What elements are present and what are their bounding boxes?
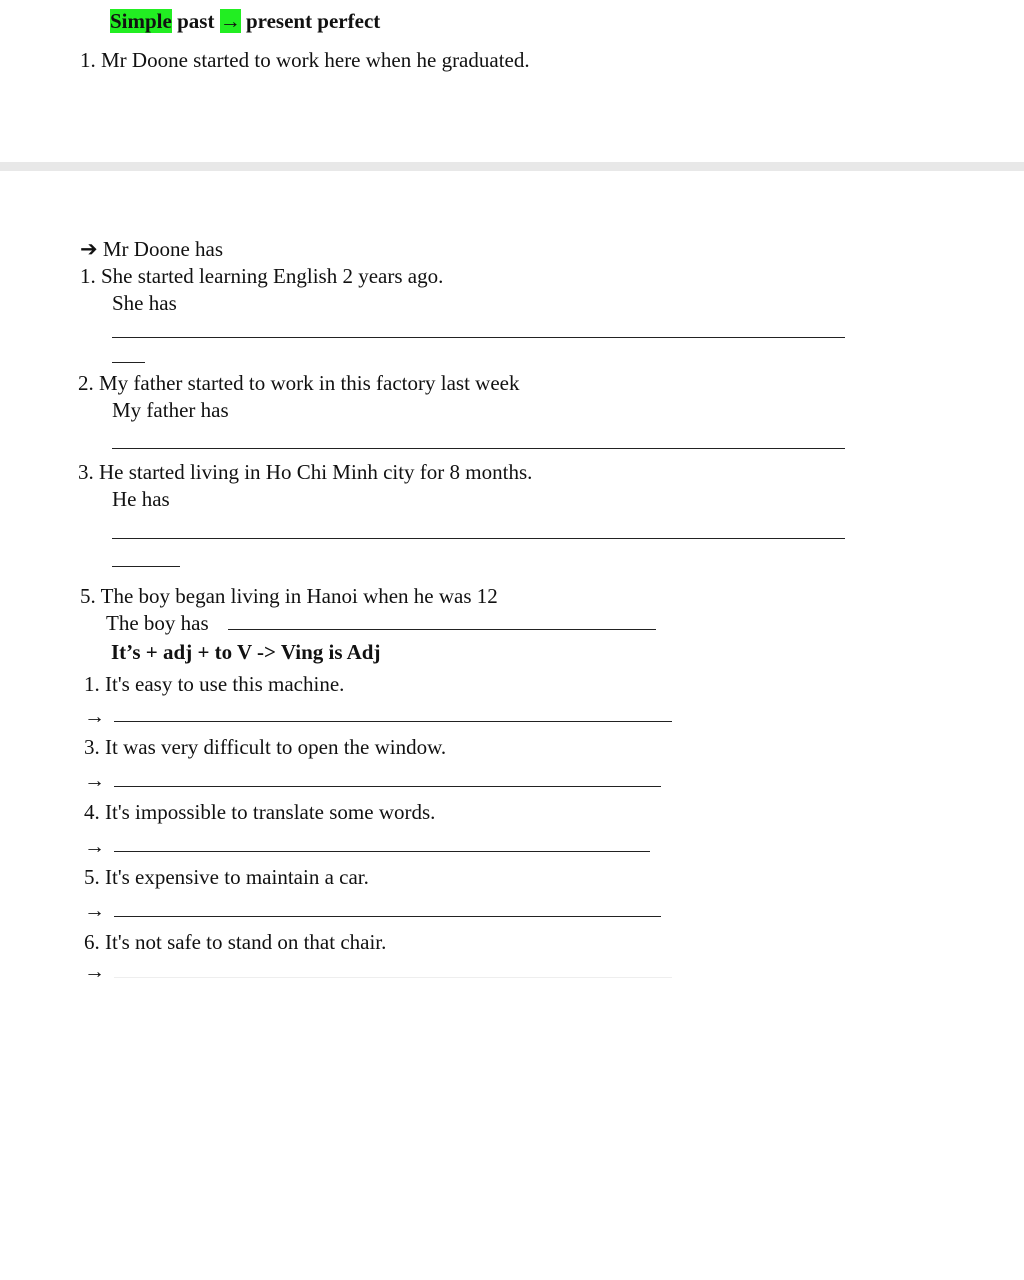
arrow-right-icon: → (84, 704, 105, 728)
item-number: 1. (84, 672, 100, 696)
item-text: The boy began living in Hanoi when he was 12 (100, 584, 498, 608)
answer-blank-tail (112, 362, 145, 363)
item-start-phrase: She has (112, 291, 177, 315)
bold-arrow-icon: ➔ (80, 237, 98, 261)
item-number: 5. (84, 865, 100, 889)
section-title-ving: It’s + adj + to V -> Ving is Adj (111, 640, 381, 664)
title-present-perfect: present perfect (240, 9, 381, 33)
answer-blank[interactable] (228, 629, 656, 630)
answer-start: Mr Doone has (102, 237, 224, 261)
arrow-right-icon: → (84, 834, 105, 858)
arrow-right-icon: → (219, 9, 241, 33)
item-text: It's impossible to translate some words. (105, 800, 436, 824)
item-number: 6. (84, 930, 100, 954)
arrow-right-icon: → (84, 959, 105, 983)
title-past: past (171, 9, 220, 33)
exercise-item (80, 263, 443, 289)
answer-blank-tail (112, 566, 180, 567)
answer-blank[interactable] (114, 721, 672, 722)
question-text: Mr Doone started to work here when he graduated. (101, 48, 530, 72)
answer-blank[interactable] (114, 916, 661, 917)
item-number: 4. (84, 800, 100, 824)
answer-line-1 (80, 236, 223, 262)
exercise-item (84, 671, 344, 697)
arrow-right-icon: → (84, 898, 105, 922)
question-number: 1. (80, 48, 96, 72)
item-text: He started living in Ho Chi Minh city for 8 months. (99, 460, 533, 484)
item-text: My father started to work in this factory last week (99, 371, 520, 395)
section-title-simple-past (110, 8, 380, 34)
item-text: It's not safe to stand on that chair. (105, 930, 387, 954)
exercise-item (84, 799, 435, 825)
item-text: It was very difficult to open the window. (105, 735, 447, 759)
answer-blank[interactable] (112, 448, 845, 449)
item-text: It's expensive to maintain a car. (105, 865, 369, 889)
question-1 (80, 47, 530, 73)
item-start-phrase: He has (112, 487, 170, 511)
highlight-simple: Simple (110, 9, 172, 33)
item-number: 5. (80, 584, 96, 608)
answer-blank[interactable] (114, 786, 661, 787)
item-number: 3. (84, 735, 100, 759)
arrow-right-icon: → (84, 768, 105, 792)
exercise-item (84, 929, 386, 955)
answer-blank[interactable] (112, 337, 845, 338)
answer-blank[interactable] (114, 977, 672, 978)
answer-blank[interactable] (114, 851, 650, 852)
item-number: 1. (80, 264, 96, 288)
item-text: It's easy to use this machine. (105, 672, 345, 696)
item-start-phrase: The boy has (106, 611, 209, 635)
exercise-item (78, 370, 519, 396)
item-number: 2. (78, 371, 94, 395)
exercise-item (84, 864, 369, 890)
item-text: She started learning English 2 years ago. (101, 264, 444, 288)
answer-blank[interactable] (112, 538, 845, 539)
exercise-item (84, 734, 446, 760)
exercise-item (78, 459, 532, 485)
exercise-item (80, 583, 498, 609)
item-start-phrase: My father has (112, 398, 229, 422)
page-divider (0, 162, 1024, 171)
item-number: 3. (78, 460, 94, 484)
